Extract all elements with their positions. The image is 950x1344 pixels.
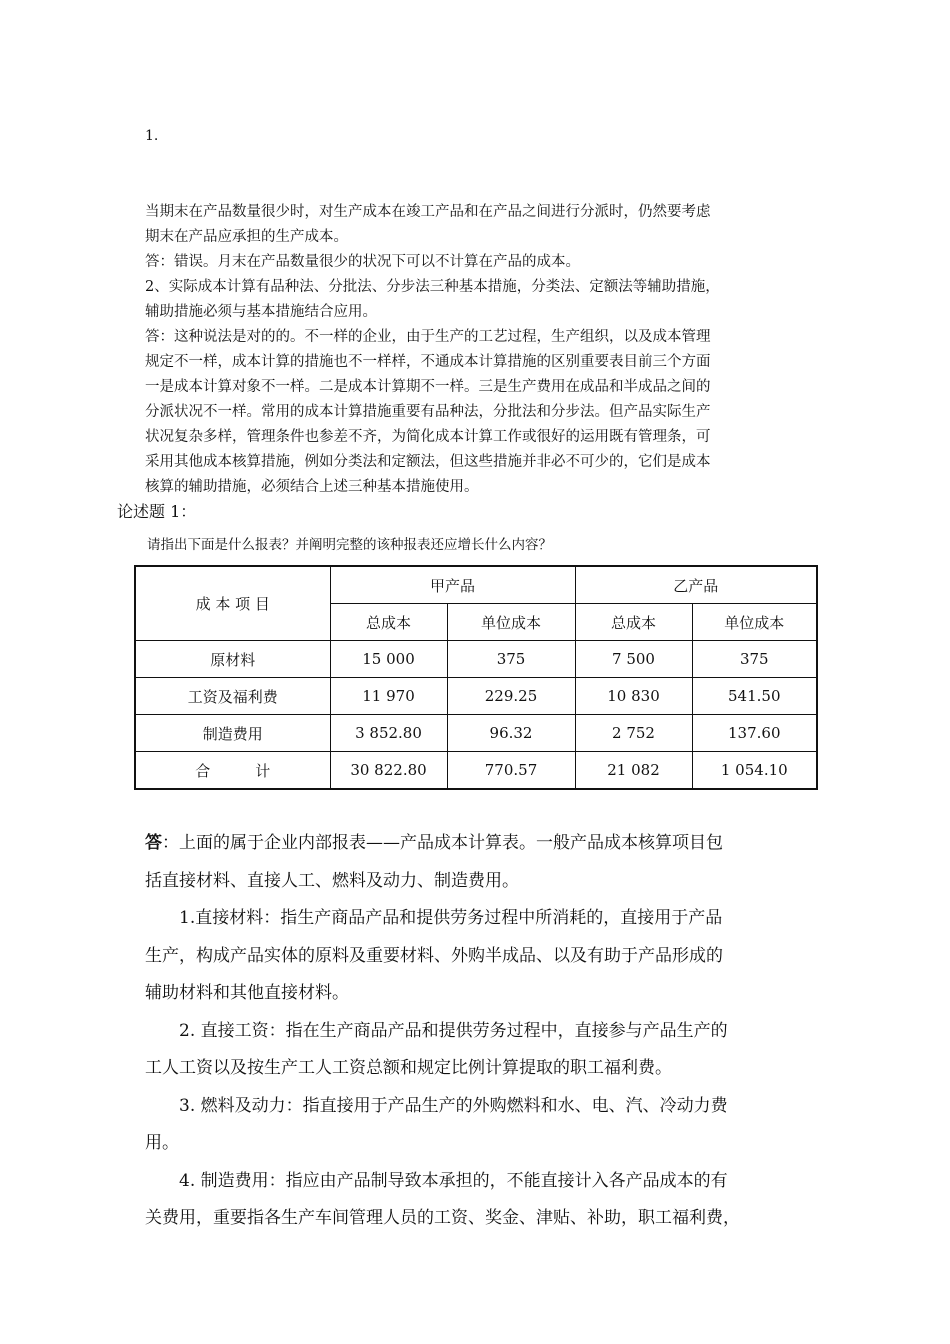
cell-b-total: 7 500 bbox=[575, 641, 692, 678]
cell-b-unit: 1 054.10 bbox=[692, 752, 817, 790]
cell-item: 工资及福利费 bbox=[135, 678, 330, 715]
answer-label: 答 bbox=[145, 833, 162, 853]
table-row bbox=[135, 641, 817, 678]
item-number: 1. bbox=[145, 128, 159, 144]
table-row bbox=[135, 678, 817, 715]
cell-item: 合 计 bbox=[135, 752, 330, 790]
a2-line: 答：这种说法是对的的。不一样的企业，由于生产的工艺过程，生产组织，以及成本管理 bbox=[145, 329, 711, 345]
q1-line: 期末在产品应承担的生产成本。 bbox=[145, 229, 348, 245]
cell-a-unit: 96.32 bbox=[447, 715, 575, 752]
section-one bbox=[145, 200, 815, 500]
a2-line: 规定不一样，成本计算的措施也不一样样，不通成本计算措施的区别重要表目前三个方面 bbox=[145, 354, 711, 370]
p1-line: 生产，构成产品实体的原料及重要材料、外购半成品、以及有助于产品形成的 bbox=[145, 945, 723, 966]
q2-line: 辅助措施必须与基本措施结合应用。 bbox=[145, 304, 377, 320]
header-product-a: 甲产品 bbox=[330, 566, 575, 604]
answer-intro-line bbox=[145, 825, 825, 863]
cell-a-total: 3 852.80 bbox=[330, 715, 447, 752]
cell-a-unit: 770.57 bbox=[447, 752, 575, 790]
cell-b-total: 21 082 bbox=[575, 752, 692, 790]
p1-line: 1.直接材料：指生产商品产品和提供劳务过程中所消耗的，直接用于产品 bbox=[179, 908, 723, 928]
cell-a-unit: 229.25 bbox=[447, 678, 575, 715]
p2-line: 工人工资以及按生产工人工资总额和规定比例计算提取的职工福利费。 bbox=[145, 1058, 672, 1078]
answer-section bbox=[145, 825, 825, 1238]
header-product-b: 乙产品 bbox=[575, 566, 817, 604]
cell-a-unit: 375 bbox=[447, 641, 575, 678]
header-a-total: 总成本 bbox=[330, 604, 447, 641]
answer-intro-line: 括直接材料、直接人工、燃料及动力、制造费用。 bbox=[145, 870, 519, 891]
essay-heading: 论述题 1： bbox=[117, 502, 197, 521]
header-b-total: 总成本 bbox=[575, 604, 692, 641]
header-b-unit: 单位成本 bbox=[692, 604, 817, 641]
a1-line: 答：错误。月末在产品数量很少的状况下可以不计算在产品的成本。 bbox=[145, 254, 580, 270]
cell-item: 原材料 bbox=[135, 641, 330, 678]
cell-b-unit: 375 bbox=[692, 641, 817, 678]
q2-line: 2、实际成本计算有品种法、分批法、分步法三种基本措施，分类法、定额法等辅助措施， bbox=[145, 279, 720, 295]
cell-a-total: 11 970 bbox=[330, 678, 447, 715]
header-a-unit: 单位成本 bbox=[447, 604, 575, 641]
cell-a-total: 15 000 bbox=[330, 641, 447, 678]
p3-line: 3. 燃料及动力：指直接用于产品生产的外购燃料和水、电、汽、冷动力费 bbox=[179, 1095, 728, 1116]
a2-line: 分派状况不一样。常用的成本计算措施重要有品种法，分批法和分步法。但产品实际生产 bbox=[145, 404, 711, 420]
p1-line: 辅助材料和其他直接材料。 bbox=[145, 983, 349, 1003]
table-header-row bbox=[135, 566, 817, 604]
q1-line: 当期末在产品数量很少时，对生产成本在竣工产品和在产品之间进行分派时，仍然要考虑 bbox=[145, 204, 711, 220]
cell-b-total: 2 752 bbox=[575, 715, 692, 752]
a2-line: 核算的辅助措施，必须结合上述三种基本措施使用。 bbox=[145, 479, 479, 495]
table-total-row bbox=[135, 752, 817, 790]
cell-b-unit: 541.50 bbox=[692, 678, 817, 715]
cost-table bbox=[134, 565, 818, 790]
answer-intro-text: ：上面的属于企业内部报表——产品成本计算表。一般产品成本核算项目包 bbox=[162, 833, 723, 853]
p4-line: 关费用，重要指各生产车间管理人员的工资、奖金、津贴、补助，职工福利费， bbox=[145, 1208, 740, 1228]
essay-question: 请指出下面是什么报表？并阐明完整的该种报表还应增长什么内容？ bbox=[147, 537, 552, 553]
a2-line: 采用其他成本核算措施，例如分类法和定额法，但这些措施并非必不可少的，它们是成本 bbox=[145, 454, 711, 470]
a2-line: 一是成本计算对象不一样。二是成本计算期不一样。三是生产费用在成品和半成品之间的 bbox=[145, 379, 711, 395]
cell-item: 制造费用 bbox=[135, 715, 330, 752]
a2-line: 状况复杂多样，管理条件也参差不齐，为简化成本计算工作或很好的运用既有管理条，可 bbox=[145, 429, 711, 445]
header-cost-item: 成 本 项 目 bbox=[135, 566, 330, 641]
p3-line: 用。 bbox=[145, 1133, 179, 1153]
cell-b-total: 10 830 bbox=[575, 678, 692, 715]
cell-a-total: 30 822.80 bbox=[330, 752, 447, 790]
table-row bbox=[135, 715, 817, 752]
p4-line: 4. 制造费用：指应由产品制导致本承担的，不能直接计入各产品成本的有 bbox=[179, 1170, 728, 1191]
cell-b-unit: 137.60 bbox=[692, 715, 817, 752]
p2-line: 2. 直接工资：指在生产商品产品和提供劳务过程中，直接参与产品生产的 bbox=[179, 1020, 728, 1041]
